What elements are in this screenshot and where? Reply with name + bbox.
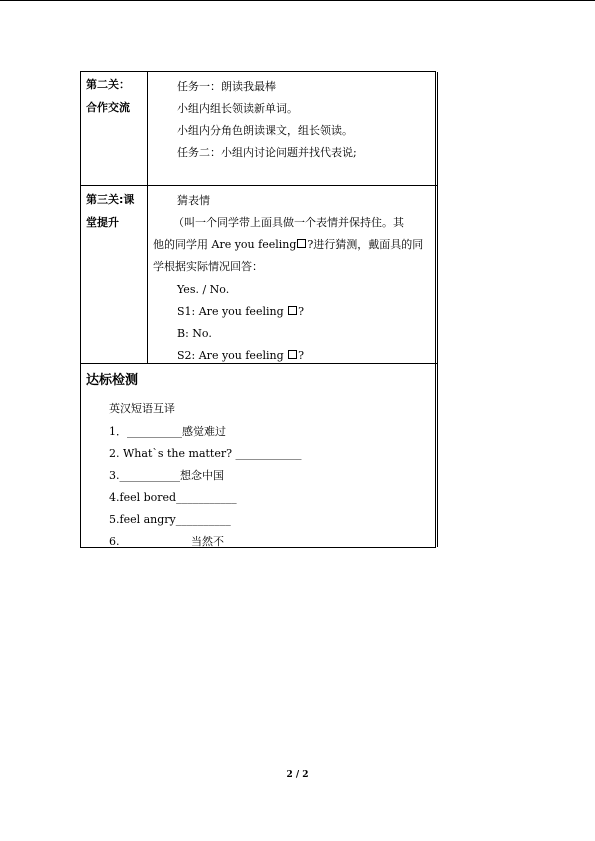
check-item-6: 6._____________当然不	[109, 535, 224, 548]
stage3-dialog-2	[177, 305, 304, 319]
top-rule	[0, 0, 595, 1]
stage2-line-2: 小组内组长领读新单词。	[177, 102, 298, 115]
stage3-para-2-b: ?进行猜测，戴面具的同	[307, 238, 424, 251]
stage3-dialog-4-b: ?	[298, 349, 305, 362]
stage3-heading: 猜表情	[177, 194, 210, 207]
stage3-dialog-4	[177, 349, 304, 363]
blank-box-icon	[288, 306, 297, 315]
stage3-dialog-4-a: S2: Are you feeling	[177, 349, 284, 362]
check-item-1: 1．__________感觉难过	[109, 425, 226, 438]
check-item-5: 5.feel angry__________	[109, 513, 231, 526]
stage3-para-1: （叫一个同学带上面具做一个表情并保持住。其	[173, 216, 404, 229]
blank-box-icon	[288, 350, 297, 359]
stage3-para-2	[153, 238, 423, 252]
stage3-dialog-2-a: S1: Are you feeling	[177, 305, 284, 318]
row-divider-1	[81, 185, 437, 186]
col-divider-1	[147, 72, 148, 363]
stage3-para-2-a: 他的同学用 Are you feeling	[153, 238, 297, 251]
check-subtitle: 英汉短语互译	[109, 402, 175, 415]
stage3-label-1: 第三关:课	[86, 193, 135, 206]
check-item-2: 2. What`s the matter? ____________	[109, 447, 302, 460]
stage3-dialog-3: B: No.	[177, 327, 212, 340]
stage3-label-2: 堂提升	[86, 216, 119, 229]
row-divider-2	[81, 363, 437, 364]
stage3-dialog-1: Yes. / No.	[177, 283, 230, 296]
blank-box-icon	[297, 239, 306, 248]
stage3-para-3: 学根据实际情况回答：	[153, 260, 263, 273]
stage2-label-2: 合作交流	[86, 101, 130, 114]
page-number: 2 / 2	[286, 770, 309, 780]
stage2-line-1: 任务一：朗读我最棒	[177, 80, 276, 93]
stage3-dialog-2-b: ?	[298, 305, 305, 318]
check-title: 达标检测	[86, 373, 139, 388]
stage2-label-1: 第二关：	[86, 78, 130, 91]
check-item-3: 3.___________想念中国	[109, 469, 224, 482]
check-item-4: 4.feel bored___________	[109, 491, 237, 504]
col-divider-2	[437, 72, 438, 547]
stage2-line-4: 任务二：小组内讨论问题并找代表说;	[177, 146, 357, 159]
stage2-line-3: 小组内分角色朗读课文，组长领读。	[177, 124, 353, 137]
